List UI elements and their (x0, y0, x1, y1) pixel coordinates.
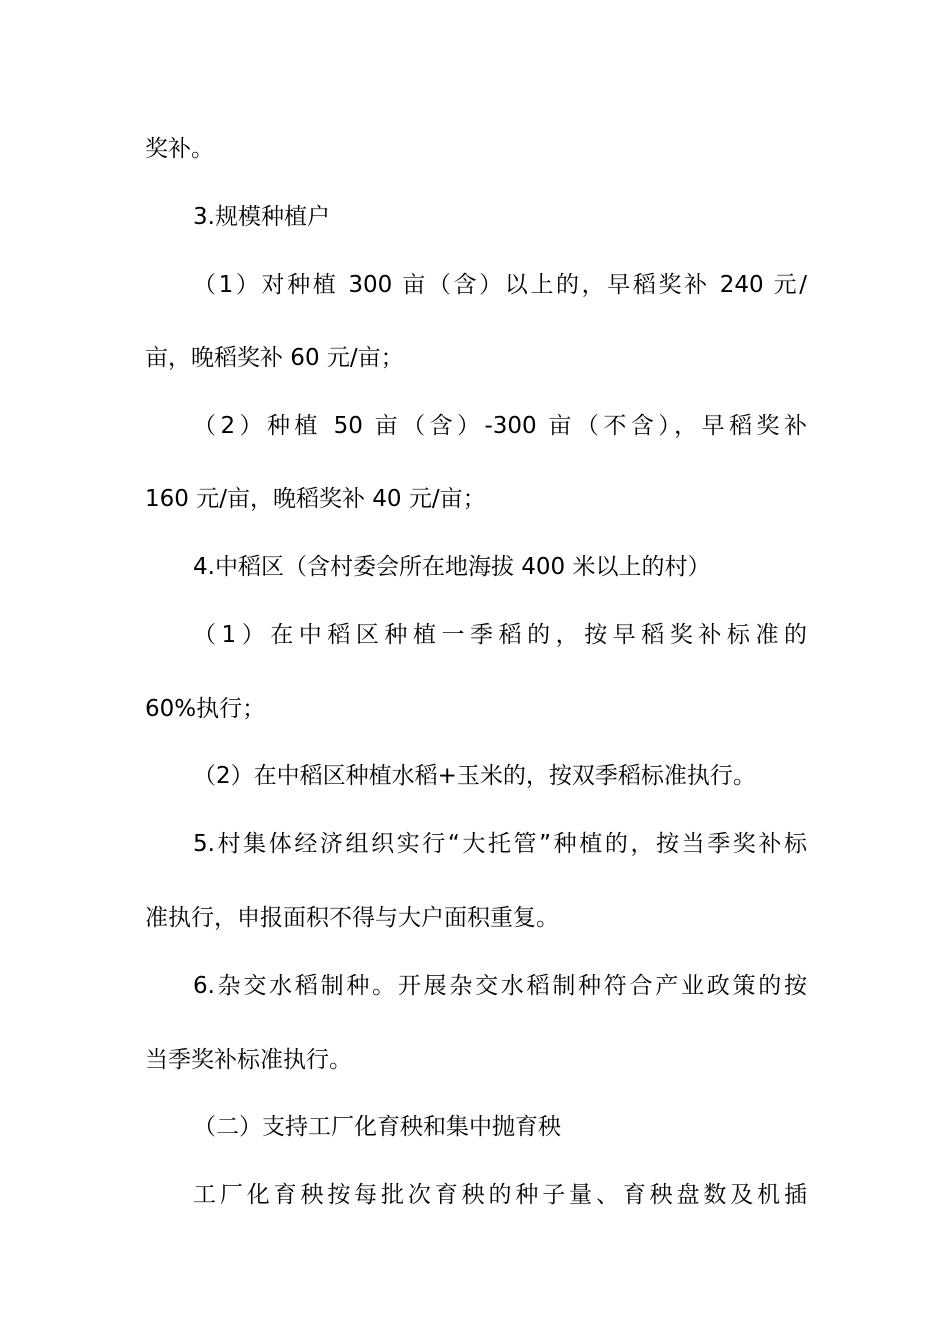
paragraph-line: （2）种植 50 亩（含）-300 亩（不含），早稻奖补 (193, 413, 807, 439)
paragraph-line: 奖补。 (145, 136, 214, 162)
paragraph-line: 当季奖补标准执行。 (145, 1047, 352, 1073)
paragraph-line: （1）对种植 300 亩（含）以上的，早稻奖补 240 元/ (193, 272, 807, 298)
paragraph-line: 60%执行； (145, 696, 266, 722)
paragraph-line: （2）在中稻区种植水稻+玉米的，按双季稻标准执行。 (193, 763, 756, 789)
section-heading: 3.规模种植户 (193, 204, 330, 230)
section-heading: 4.中稻区（含村委会所在地海拔 400 米以上的村） (193, 554, 711, 580)
paragraph-line: 5.村集体经济组织实行“大托管”种植的，按当季奖补标 (193, 831, 807, 857)
paragraph-line: 160 元/亩，晚稻奖补 40 元/亩； (145, 486, 486, 512)
paragraph-line: 亩，晚稻奖补 60 元/亩； (145, 345, 404, 371)
section-heading: （二）支持工厂化育秧和集中抛育秧 (193, 1114, 561, 1140)
paragraph-line: 6.杂交水稻制种。开展杂交水稻制种符合产业政策的按 (193, 973, 807, 999)
paragraph-line: 工厂化育秧按每批次育秧的种子量、育秧盘数及机插 (193, 1182, 807, 1208)
paragraph-line: （1）在中稻区种植一季稻的，按早稻奖补标准的 (193, 622, 807, 648)
paragraph-line: 准执行，申报面积不得与大户面积重复。 (145, 905, 559, 931)
